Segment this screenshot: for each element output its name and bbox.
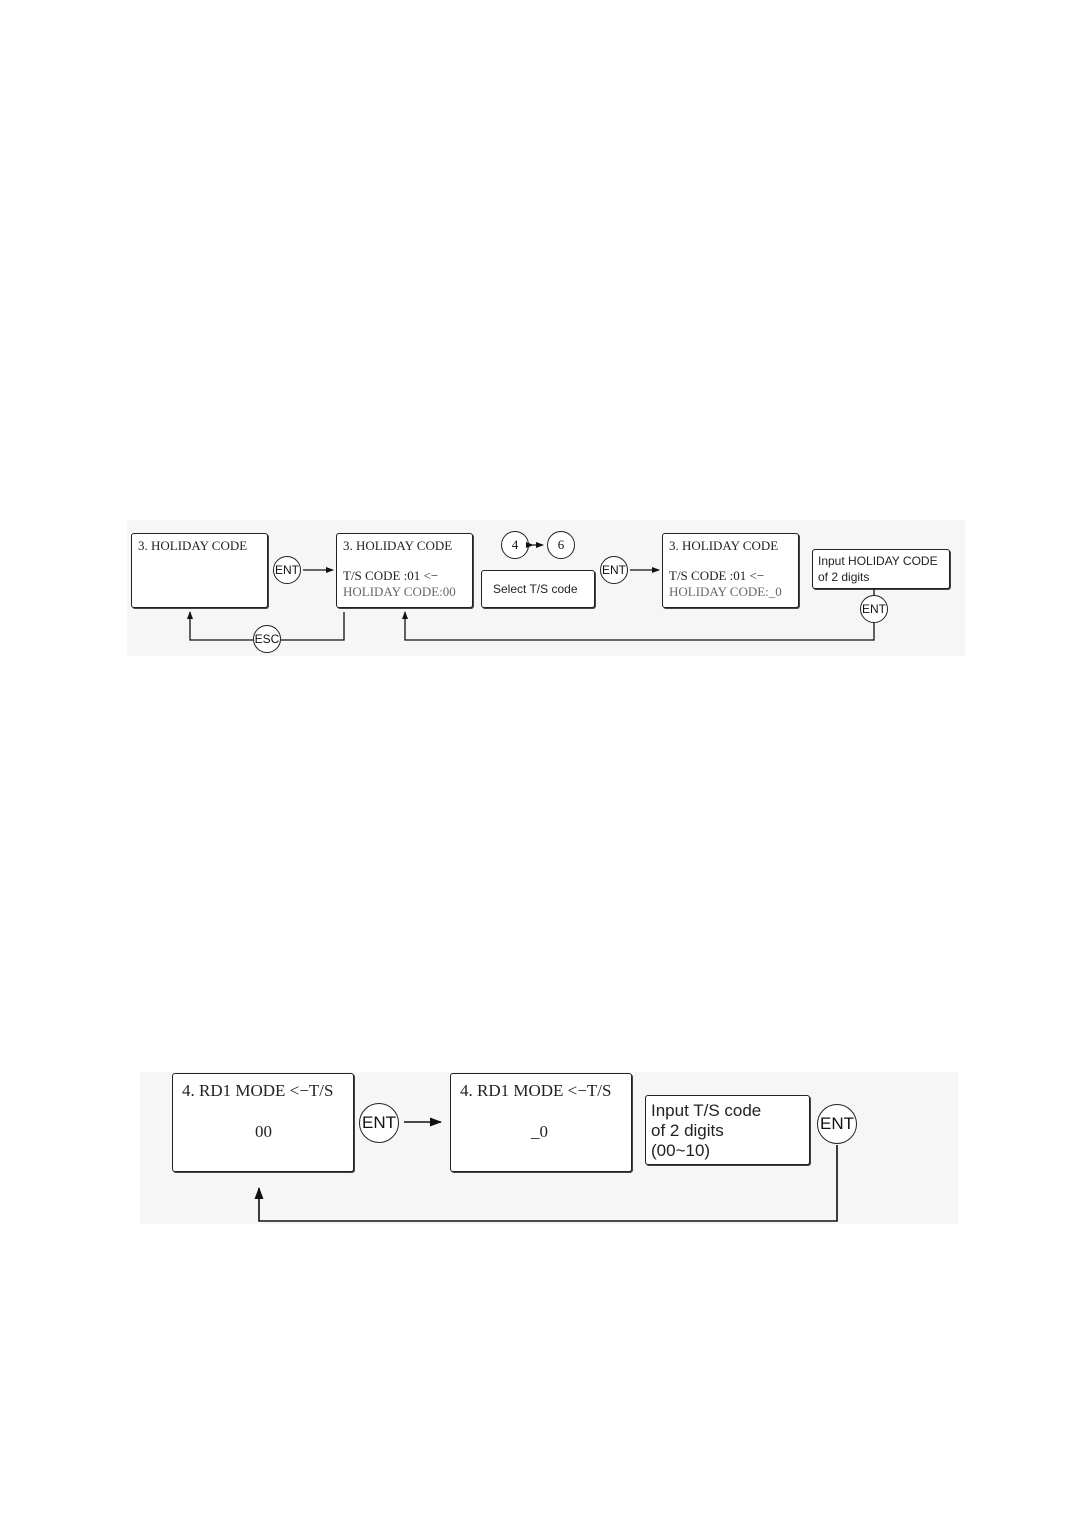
ent-key-2[interactable]: ENT [600,556,628,584]
note-line-2: of 2 digits [818,570,870,584]
key-4-button[interactable]: 4 [501,531,529,559]
ts-code-line: T/S CODE :01 <− [343,568,439,583]
holiday-code-line: HOLIDAY CODE:00 [343,584,456,599]
note-line-1: Input HOLIDAY CODE [818,554,938,568]
screen-value: _0 [531,1122,548,1141]
ts-code-line: T/S CODE :01 <− [669,568,765,583]
ent-key-4[interactable]: ENT [359,1103,399,1143]
screen-value: 00 [255,1122,272,1141]
note-line-1: Input T/S code [651,1101,762,1120]
holiday-code-line: HOLIDAY CODE:_0 [669,584,782,599]
screen-title: 3. HOLIDAY CODE [343,538,453,553]
ent3-return-path [405,612,874,640]
note-line-3: (00~10) [651,1141,711,1160]
esc-key[interactable]: ESC [253,625,281,653]
note-line-2: of 2 digits [651,1121,724,1140]
ent-key-1[interactable]: ENT [273,556,301,584]
screen-title: 4. RD1 MODE <−T/S [460,1081,612,1100]
screen-title: 3. HOLIDAY CODE [669,538,779,553]
screen-title: 3. HOLIDAY CODE [138,538,248,553]
esc-return-path [190,612,344,640]
ent-key-5[interactable]: ENT [817,1104,857,1144]
ent-key-3[interactable]: ENT [860,595,888,623]
key-6-button[interactable]: 6 [547,531,575,559]
note-text: Select T/S code [493,582,578,596]
screen-title: 4. RD1 MODE <−T/S [182,1081,334,1100]
ent5-return-path [259,1145,837,1221]
